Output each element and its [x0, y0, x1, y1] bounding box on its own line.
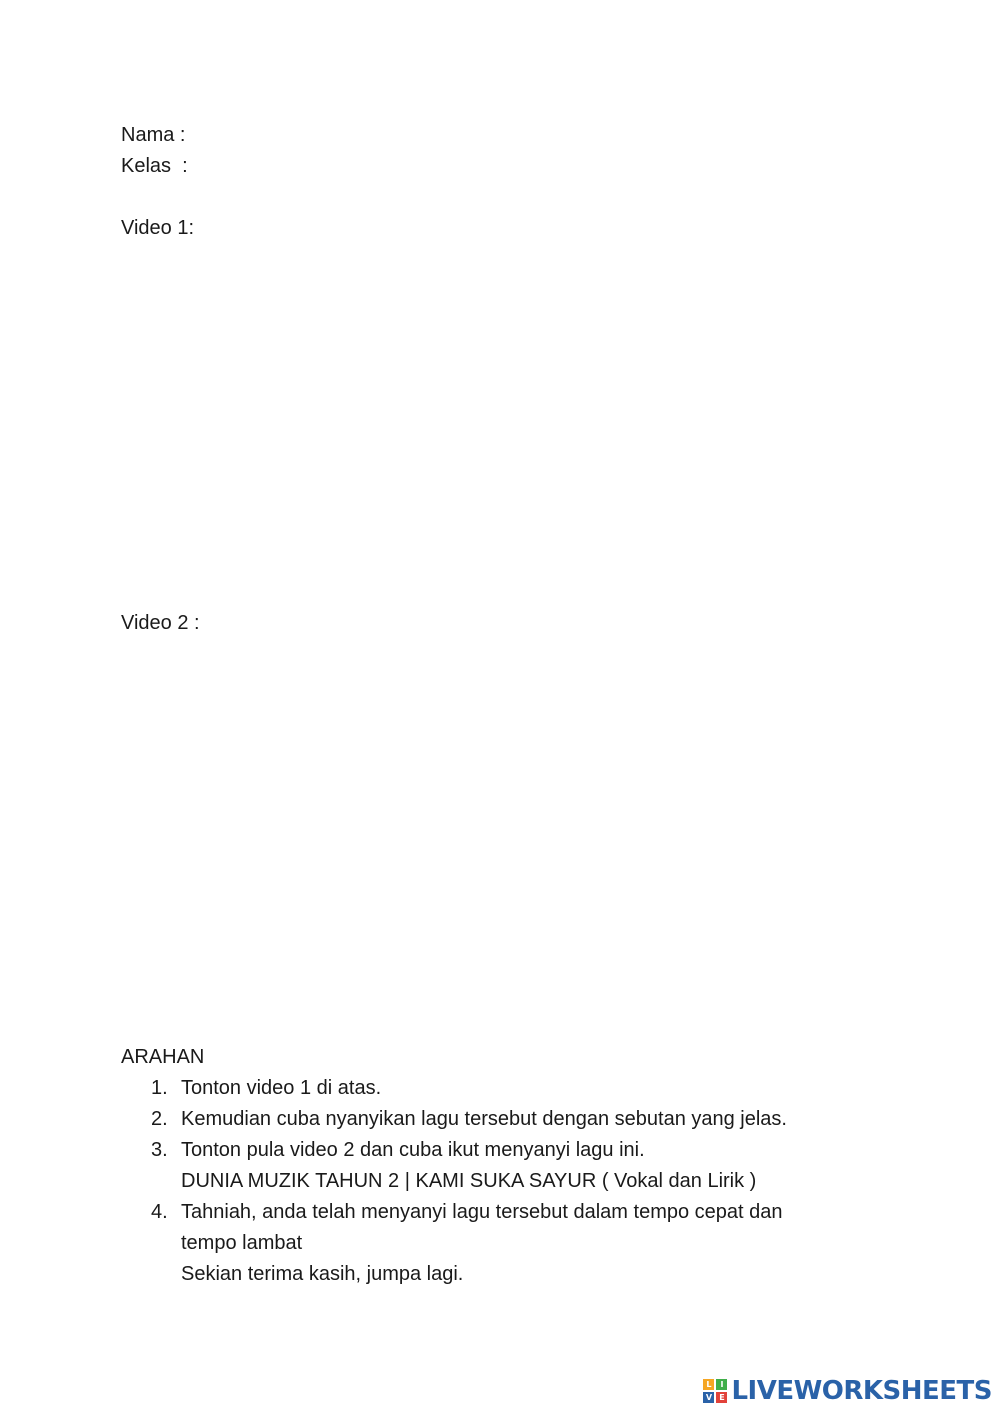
song-title: DUNIA MUZIK TAHUN 2 | KAMI SUKA SAYUR ( Vokal dan Lirik )	[181, 1170, 757, 1192]
arahan-list	[121, 1073, 861, 1290]
arahan-item-text: Tonton pula video 2 dan cuba ikut menyanyi lagu ini.	[181, 1139, 645, 1161]
video-1-label: Video 1:	[121, 217, 195, 239]
arahan-item	[121, 1135, 861, 1197]
logo-letter: V	[703, 1392, 714, 1403]
arahan-item-text: Kemudian cuba nyanyikan lagu tersebut dengan sebutan yang jelas.	[181, 1108, 787, 1130]
arahan-item-number: 4.	[151, 1201, 168, 1223]
arahan-item	[121, 1197, 861, 1290]
liveworksheets-logo	[703, 1377, 992, 1405]
arahan-title: ARAHAN	[121, 1046, 205, 1068]
arahan-item-text-continued: tempo lambat	[181, 1232, 303, 1254]
arahan-item-text: Tonton video 1 di atas.	[181, 1077, 382, 1099]
nama-label: Nama :	[121, 124, 186, 146]
arahan-item-number: 2.	[151, 1108, 168, 1130]
arahan-item-number: 1.	[151, 1077, 168, 1099]
arahan-item	[121, 1104, 861, 1135]
arahan-item-number: 3.	[151, 1139, 168, 1161]
video-2-label: Video 2 :	[121, 612, 200, 634]
kelas-label: Kelas :	[121, 155, 188, 177]
liveworksheets-logo-icon	[703, 1379, 727, 1403]
logo-letter: E	[716, 1392, 727, 1403]
closing-message: Sekian terima kasih, jumpa lagi.	[181, 1263, 464, 1285]
liveworksheets-logo-text: LIVEWORKSHEETS	[731, 1376, 992, 1406]
logo-letter: L	[703, 1379, 714, 1390]
arahan-item-text: Tahniah, anda telah menyanyi lagu tersebut dalam tempo cepat dan	[181, 1201, 783, 1223]
arahan-item	[121, 1073, 861, 1104]
logo-letter: I	[716, 1379, 727, 1390]
